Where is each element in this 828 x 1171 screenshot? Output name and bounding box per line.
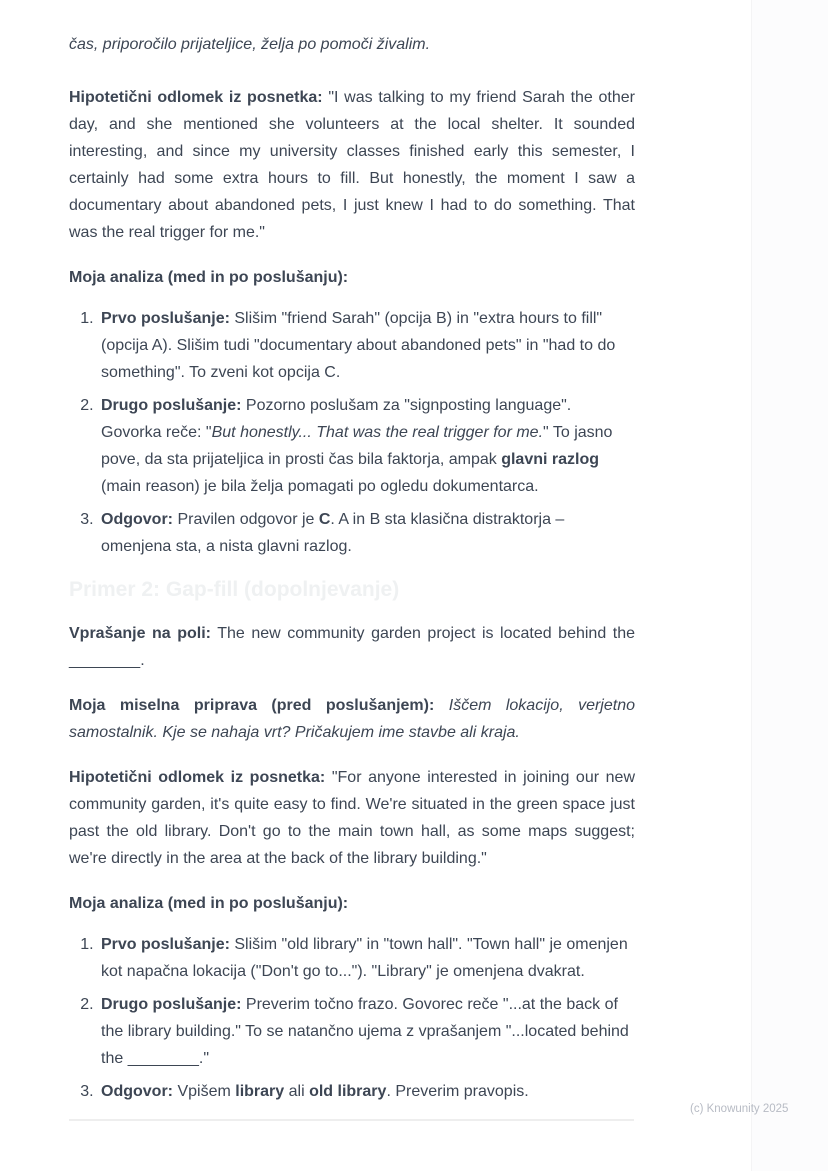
list-item-answer: 3. Odgovor: Vpišem library ali old library. Preverim pravopis. xyxy=(98,1078,635,1105)
analysis-list-2 xyxy=(69,931,635,1105)
hypothetical-excerpt-paragraph-1: Hipotetični odlomek iz posnetka: "I was talking to my friend Sarah the other day, and she mentioned she volunteers at the local shelter. It sounded interesting, and since my university classes finished early this semester, I certainly had some extra hours to fill. But honestly, the moment I saw a documentary about abandoned pets, I just knew I had to do something. That was the real trigger for me." xyxy=(69,89,635,241)
analysis-heading-2: Moja analiza (med in po poslušanju): xyxy=(69,895,349,912)
mental-preparation-paragraph: Moja miselna priprava (pred poslušanjem): Iščem lokacijo, verjetno samostalnik. Kje se nahaja vrt? Pričakujem ime stavbe ali kraja. xyxy=(69,697,635,741)
copyright-text: (c) Knowunity 2025 xyxy=(690,1103,789,1115)
analysis-list-1 xyxy=(69,305,635,560)
intro-italic-line: čas, priporočilo prijateljice, želja po pomoči živalim. xyxy=(69,36,431,53)
list-item-first-listening: 1. Prvo poslušanje: Slišim "old library" in "town hall". "Town hall" je omenjen kot napačna lokacija ("Don't go to..."). "Library" je omenjena dvakrat. xyxy=(98,931,635,985)
list-item-first-listening: 1. Prvo poslušanje: Slišim "friend Sarah" (opcija B) in "extra hours to fill" (opcija A). Slišim tudi "documentary about abandoned pets" in "had to do something". To zveni kot opcija C. xyxy=(98,305,635,386)
page-content xyxy=(69,31,635,1121)
section-heading-primer-2: Primer 2: Gap-fill (dopolnjevanje) xyxy=(69,578,400,601)
page-right-edge xyxy=(751,0,828,1171)
footer-divider xyxy=(69,1119,634,1121)
list-item-answer: 3. Odgovor: Pravilen odgovor je C. A in B sta klasična distraktorja – omenjena sta, a nista glavni razlog. xyxy=(98,506,635,560)
list-item-second-listening: 2. Drugo poslušanje: Pozorno poslušam za "signposting language". Govorka reče: "But honestly... That was the real trigger for me." To jasno pove, da sta prijateljica in prosti čas bila faktorja, ampak glavni razlog (main reason) je bila želja pomagati po ogledu dokumentarca. xyxy=(98,392,635,500)
gap-fill-question: Vprašanje na poli: The new community garden project is located behind the ________. xyxy=(69,625,635,669)
hypothetical-excerpt-paragraph-2: Hipotetični odlomek iz posnetka: "For anyone interested in joining our new community garden, it's quite easy to find. We're situated in the green space just past the old library. Don't go to the main town hall, as some maps suggest; we're directly in the area at the back of the library building." xyxy=(69,769,635,867)
analysis-heading-1: Moja analiza (med in po poslušanju): xyxy=(69,269,349,286)
list-item-second-listening: 2. Drugo poslušanje: Preverim točno frazo. Govorec reče "...at the back of the library building." To se natančno ujema z vprašanjem "...located behind the ________." xyxy=(98,991,635,1072)
